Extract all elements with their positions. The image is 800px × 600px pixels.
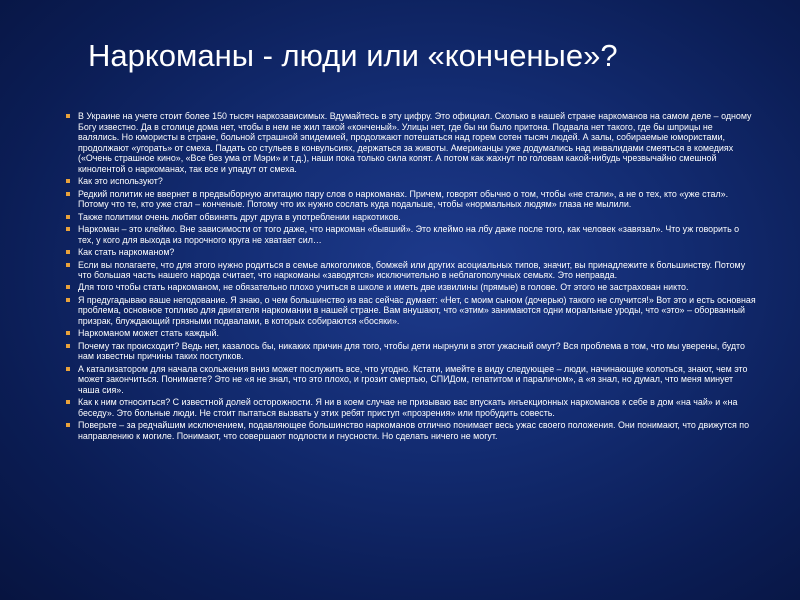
square-bullet-icon	[66, 298, 70, 302]
square-bullet-icon	[66, 423, 70, 427]
square-bullet-icon	[66, 179, 70, 183]
bullet-text: В Украине на учете стоит более 150 тысяч наркозависимых. Вдумайтесь в эту цифру. Это официал. Сколько в нашей стране наркоманов на самом деле – одному Богу известно. Да в столице дома нет, чтобы в нем не жил такой «конченый». Улицы нет, где бы ни было притона. Подвала нет такого, где бы шприцы не валялись. Но юмористы в стране, больной страшной эпидемией, продолжают потешаться над горем сотен тысяч людей. А залы, собираемые юмористами, продолжают «угорать» от смеха. Падать со стульев в конвульсиях, держаться за животы. Американцы уже додумались над инвалидами смеяться в комедиях («Очень страшное кино», «Все без ума от Мэри» и т.д.), наши пока только сила копят. А потом как жахнут по головам какой-нибудь чрезвычайно смешной кинолентой о наркоманах, так все и упадут от смеха.	[78, 111, 752, 174]
square-bullet-icon	[66, 285, 70, 289]
bullet-text: Наркоманом может стать каждый.	[78, 328, 219, 339]
bullet-text: Как это используют?	[78, 176, 163, 187]
bullet-item	[66, 364, 756, 396]
bullet-text: Если вы полагаете, что для этого нужно родиться в семье алкоголиков, бомжей или других асоциальных типов, значит, вы принадлежите к большинству. Потому что большая часть нашего народа считает, что наркоманы «заводятся» исключительно в неблагополучных семьях. Это неправда.	[78, 259, 746, 281]
bullet-item	[66, 260, 756, 281]
bullet-item	[66, 111, 756, 175]
square-bullet-icon	[66, 263, 70, 267]
bullet-list	[66, 111, 756, 443]
bullet-text: Как стать наркоманом?	[78, 247, 175, 258]
bullet-item	[66, 341, 756, 362]
bullet-item	[66, 212, 756, 223]
bullet-text: Поверьте – за редчайшим исключением, подавляющее большинство наркоманов отлично понимает весь ужас своего положения. Они понимают, что движутся по направлению к могиле. Понимают, что совершают подлости и гнусности. Но сделать ничего не могут.	[78, 420, 750, 441]
bullet-item	[66, 295, 756, 327]
square-bullet-icon	[66, 227, 70, 231]
slide-title: Наркоманы - люди или «конченые»?	[88, 38, 618, 73]
bullet-text: Для того чтобы стать наркоманом, не обязательно плохо учиться в школе и иметь две извилины (прямые) в голове. От этого не застрахован никто.	[78, 282, 689, 293]
square-bullet-icon	[66, 215, 70, 219]
bullet-text: Я предугадываю ваше негодование. Я знаю, о чем большинство из вас сейчас думает: «Нет, с моим сыном (дочерью) такого не случится!» Вот это и есть основная проблема, основное топливо для двигателя наркомании в нашей стране. Вам внушают, что «этим» занимаются одни моральные уроды, что «это» – оборванный призрак, блуждающий грязными подвалами, в которых собираются «босяки».	[78, 294, 756, 327]
bullet-text: Редкий политик не ввернет в предвыборную агитацию пару слов о наркоманах. Причем, говорят обычно о том, чтобы «не стали», а не о тех, кто «уже стал». Потому что те, кто уже стал – конченые. Потому что их нужно сослать куда подальше, чтобы «нормальных людям» глаза не мылили.	[78, 188, 729, 210]
bullet-text: А катализатором для начала скольжения вниз может послужить все, что угодно. Кстати, имейте в виду следующее – люди, начинающие колоться, знают, чем это может закончиться. Понимаете? Это не «я не знал, что это плохо, и грозит смертью, СПИДом, гепатитом и параличом», а «я знал, но думал, что меня минует чаша сия».	[78, 363, 748, 396]
bullet-item	[66, 397, 756, 418]
bullet-text: Наркоман – это клеймо. Вне зависимости от того даже, что наркоман «бывший». Это клеймо на лбу даже после того, как человек «завязал». Что уж говорить о тех, у кого для выхода из порочного круга не хватает сил…	[78, 224, 740, 245]
square-bullet-icon	[66, 367, 70, 371]
square-bullet-icon	[66, 331, 70, 335]
bullet-text: Как к ним относиться? С известной долей осторожности. Я ни в коем случае не призываю вас впускать инъекционных наркоманов к себе в дом «на чай» и «на беседу». Это больные люди. Не стоит пытаться вызвать у этих ребят приступ «прозрения» или пробудить совесть.	[78, 397, 738, 418]
bullet-item	[66, 247, 756, 258]
square-bullet-icon	[66, 192, 70, 196]
bullet-text: Также политики очень любят обвинять друг друга в употреблении наркотиков.	[78, 211, 401, 222]
square-bullet-icon	[66, 250, 70, 254]
bullet-text: Почему так происходит? Ведь нет, казалось бы, никаких причин для того, чтобы дети нырнули в этот ужасный омут? Вся проблема в том, что мы уверены, будто нам известны причины таких поступков.	[78, 340, 745, 362]
square-bullet-icon	[66, 114, 70, 118]
bullet-item	[66, 224, 756, 245]
bullet-item	[66, 189, 756, 210]
bullet-item	[66, 420, 756, 441]
square-bullet-icon	[66, 344, 70, 348]
bullet-item	[66, 328, 756, 339]
square-bullet-icon	[66, 400, 70, 404]
bullet-item	[66, 282, 756, 293]
bullet-item	[66, 176, 756, 187]
